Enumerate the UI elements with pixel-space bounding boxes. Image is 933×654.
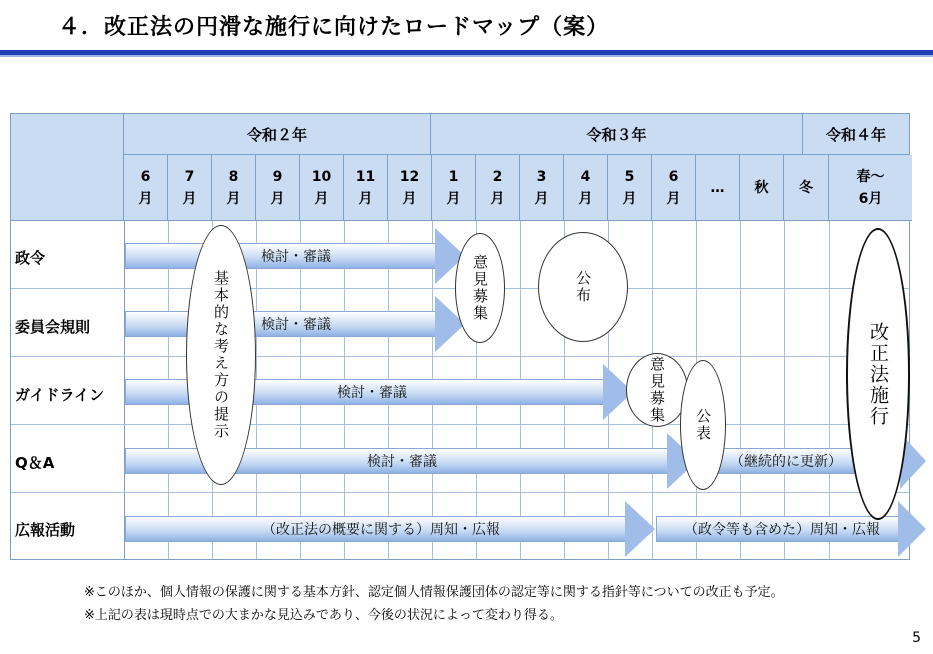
ellipse-basic-policy	[186, 225, 256, 485]
year-r4: 令和４年	[803, 114, 909, 155]
row-label-kisoku: 委員会規則	[15, 318, 91, 336]
month-label: 11 月	[355, 168, 376, 207]
page-title: ４．改正法の円滑な施行に向けたロードマップ（案）	[58, 15, 610, 40]
row-label-seirei: 政令	[15, 249, 46, 267]
month-header-cell	[652, 155, 696, 221]
month-header-cell	[124, 155, 168, 221]
grid-hline	[11, 492, 909, 493]
ellipse-public-comment-1	[455, 233, 505, 343]
arrow-kisoku	[125, 296, 465, 352]
arrow-pr2-label: （政令等も含めた）周知・広報	[684, 522, 880, 538]
month-header-cell	[256, 155, 300, 221]
row-label-pr: 広報活動	[15, 521, 76, 539]
month-header-cell	[344, 155, 388, 221]
ellipse-basic-policy-text: 基本的な考え方の提示	[212, 270, 230, 440]
month-header-cell	[432, 155, 476, 221]
arrow-qa-continuous-label: （継続的に更新）	[730, 454, 842, 470]
ellipse-promulgation	[538, 232, 628, 342]
month-label: 1 月	[446, 168, 461, 207]
month-header-cell	[388, 155, 432, 221]
arrow-qa-label: 検討・審議	[367, 454, 437, 470]
arrow-seirei	[125, 228, 465, 284]
grid-hline	[11, 356, 909, 357]
ellipse-public-comment-2	[626, 353, 688, 427]
ellipse-public-comment-1-text: 意見募集	[471, 254, 489, 322]
arrow-pr1-label: （改正法の概要に関する）周知・広報	[262, 522, 500, 538]
month-label: 秋	[754, 179, 769, 196]
arrow-kisoku-label: 検討・審議	[261, 317, 331, 333]
month-header-cell	[696, 155, 740, 221]
year-r2: 令和２年	[124, 114, 431, 155]
month-label: 春～ 6月	[856, 168, 885, 207]
ellipse-publication-text: 公表	[694, 408, 712, 442]
month-label: …	[710, 179, 725, 196]
ellipse-publication	[680, 360, 726, 490]
month-header-cell	[212, 155, 256, 221]
month-header-cell	[829, 155, 912, 221]
month-label: 4 月	[578, 168, 593, 207]
month-label: 8 月	[226, 168, 241, 207]
month-label: 10 月	[311, 168, 332, 207]
month-header-cell	[476, 155, 520, 221]
footnote-1: ※このほか、個人情報の保護に関する基本方針、認定個人情報保護団体の認定等に関する指針等についての改正も予定。	[84, 585, 784, 600]
page-number: 5	[912, 630, 921, 646]
ellipse-enforcement	[846, 228, 910, 520]
arrow-guideline-label: 検討・審議	[337, 385, 407, 401]
month-label: 9 月	[270, 168, 285, 207]
month-label: 6 月	[666, 168, 681, 207]
grid-hline	[11, 424, 909, 425]
month-header-cell	[520, 155, 564, 221]
month-header-cell	[300, 155, 344, 221]
month-header-cell	[784, 155, 829, 221]
footnote-2: ※上記の表は現時点での大まかな見込みであり、今後の状況によって変わり得る。	[84, 608, 563, 623]
arrow-pr1	[125, 501, 655, 557]
ellipse-promulgation-text: 公布	[574, 270, 592, 304]
month-header-cell	[740, 155, 784, 221]
month-label: 12 月	[399, 168, 420, 207]
month-label: 7 月	[182, 168, 197, 207]
month-header-cell	[608, 155, 652, 221]
month-header-cell	[564, 155, 608, 221]
month-label: 6 月	[138, 168, 153, 207]
title-rule-accent	[0, 55, 933, 57]
ellipse-enforcement-text: 改正法施行	[867, 321, 889, 427]
month-label: 冬	[799, 179, 813, 196]
month-header-cell	[168, 155, 212, 221]
month-label: 5 月	[622, 168, 637, 207]
month-label: 2 月	[490, 168, 505, 207]
year-r3: 令和３年	[431, 114, 803, 155]
row-label-guideline: ガイドライン	[15, 386, 105, 404]
ellipse-public-comment-2-text: 意見募集	[648, 356, 666, 424]
month-label: 3 月	[534, 168, 549, 207]
row-label-qa: Q＆A	[15, 454, 55, 472]
arrow-seirei-label: 検討・審議	[261, 249, 331, 265]
header-corner	[11, 114, 124, 221]
